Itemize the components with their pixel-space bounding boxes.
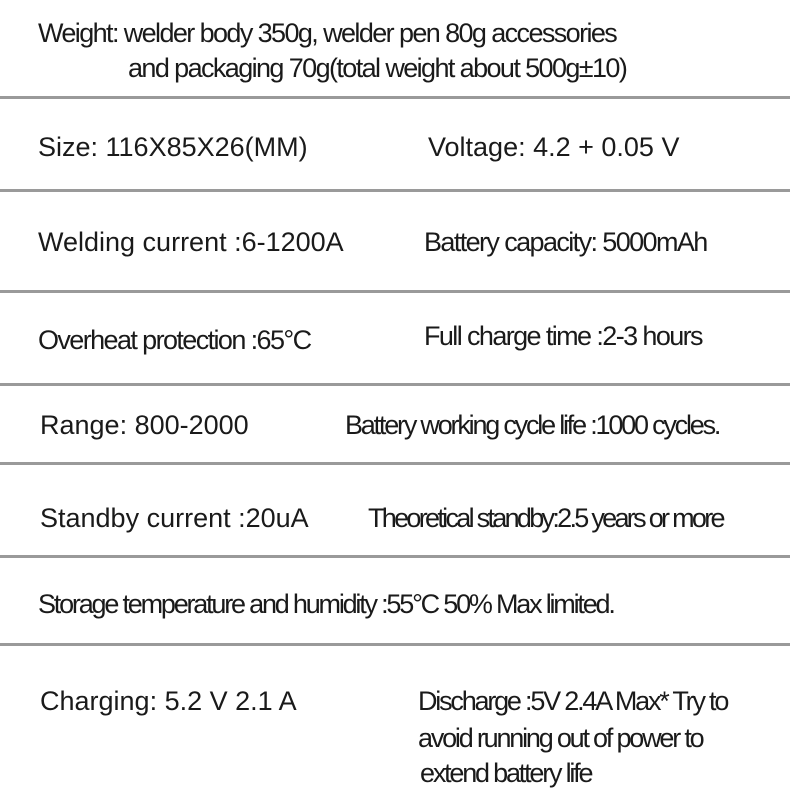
divider [0,462,790,465]
battery-cycle-life-spec: Battery working cycle life :1000 cycles. [345,410,720,440]
divider [0,290,790,293]
size-spec: Size: 116X85X26(MM) [38,132,308,162]
weight-line-1: Weight: welder body 350g, welder pen 80g accessories [38,18,617,48]
storage-spec: Storage temperature and humidity :55°C 50% Max limited. [38,589,614,619]
overheat-protection-spec: Overheat protection :65°C [38,325,311,355]
welding-current-spec: Welding current :6-1200A [38,227,344,257]
battery-capacity-spec: Battery capacity: 5000mAh [424,227,707,257]
standby-current-spec: Standby current :20uA [40,503,309,533]
divider [0,555,790,558]
weight-line-2: and packaging 70g(total weight about 500g±10) [128,53,627,83]
full-charge-time-spec: Full charge time :2-3 hours [424,321,702,351]
divider [0,383,790,386]
discharge-line-3: extend battery life [420,758,592,788]
divider [0,96,790,99]
discharge-line-2: avoid running out of power to [418,723,703,753]
voltage-spec: Voltage: 4.2 + 0.05 V [428,132,680,162]
range-spec: Range: 800-2000 [40,410,249,440]
theoretical-standby-spec: Theoretical standby:2.5 years or more [368,503,723,533]
divider [0,643,790,646]
charging-spec: Charging: 5.2 V 2.1 A [40,686,297,716]
discharge-line-1: Discharge :5V 2.4A Max* Try to [418,686,728,716]
divider [0,189,790,192]
